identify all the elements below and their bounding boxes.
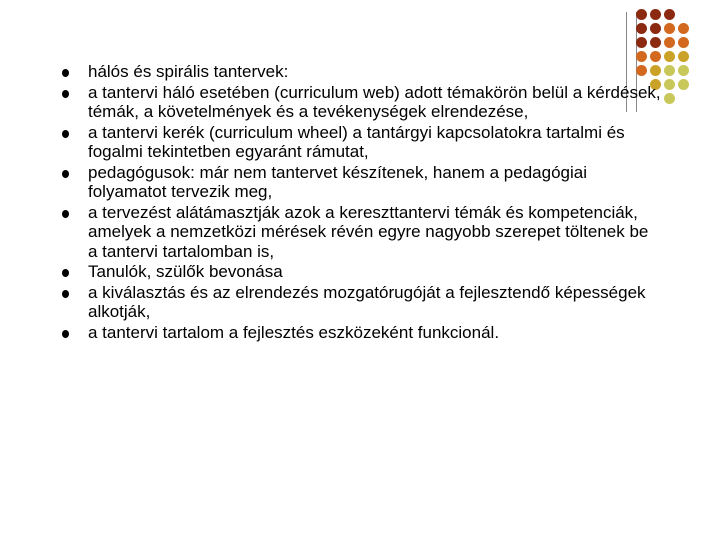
decorative-dot bbox=[664, 37, 675, 48]
list-item bbox=[62, 123, 662, 162]
list-item-text: a kiválasztás és az elrendezés mozgatórugóját a fejlesztendő képességek alkotják, bbox=[88, 282, 646, 321]
decorative-dot bbox=[664, 65, 675, 76]
decorative-dot bbox=[678, 51, 689, 62]
decorative-dot bbox=[678, 23, 689, 34]
decorative-dot bbox=[650, 23, 661, 34]
bullet-dot-icon bbox=[62, 269, 69, 277]
list-item-text: hálós és spirális tantervek: bbox=[88, 62, 289, 81]
decorative-dot bbox=[664, 51, 675, 62]
list-item bbox=[62, 83, 662, 122]
list-item-text: pedagógusok: már nem tantervet készítenek, hanem a pedagógiai folyamatot tervezik meg, bbox=[88, 162, 587, 201]
list-item bbox=[62, 283, 662, 322]
decorative-dot bbox=[678, 65, 689, 76]
decorative-dot bbox=[678, 79, 689, 90]
decorative-dot bbox=[636, 51, 647, 62]
list-item-text: a tantervi tartalom a fejlesztés eszközeként funkcionál. bbox=[88, 322, 500, 342]
decorative-dot bbox=[664, 9, 675, 20]
decorative-dot bbox=[678, 37, 689, 48]
decorative-dot bbox=[636, 9, 647, 20]
list-item-text: a tantervi kerék (curriculum wheel) a tantárgyi kapcsolatokra tartalmi és fogalmi tekintetben egyaránt rámutat, bbox=[88, 122, 625, 161]
decorative-dot bbox=[636, 23, 647, 34]
bullet-dot-icon bbox=[62, 90, 69, 98]
bullet-dot-icon bbox=[62, 330, 69, 338]
bullet-dot-icon bbox=[62, 290, 69, 298]
list-item-text: a tantervi háló esetében (curriculum web) adott témakörön belül a kérdések, témák, a követelmények és a tevékenységek elrendezése, bbox=[88, 82, 661, 121]
decorative-dot bbox=[636, 37, 647, 48]
list-item bbox=[62, 163, 662, 202]
list-item bbox=[62, 62, 662, 82]
list-item bbox=[62, 262, 662, 282]
decorative-dot bbox=[664, 93, 675, 104]
bullet-dot-icon bbox=[62, 130, 69, 138]
list-item bbox=[62, 323, 662, 343]
bullet-list bbox=[62, 62, 662, 342]
list-item-text: Tanulók, szülők bevonása bbox=[88, 262, 283, 281]
list-item-text: a tervezést alátámasztják azok a kereszttantervi témák és kompetenciák, amelyek a nemzetközi mérések révén egyre nagyobb szerepet töltenek be a tantervi tartalomban is, bbox=[88, 202, 649, 261]
decorative-dot bbox=[664, 23, 675, 34]
decorative-dot bbox=[650, 37, 661, 48]
bullet-dot-icon bbox=[62, 210, 69, 218]
list-item bbox=[62, 203, 662, 262]
decorative-dot bbox=[650, 51, 661, 62]
bullet-dot-icon bbox=[62, 69, 69, 77]
decorative-dot bbox=[664, 79, 675, 90]
decorative-dot bbox=[650, 9, 661, 20]
slide-content bbox=[62, 62, 662, 343]
bullet-dot-icon bbox=[62, 170, 69, 178]
